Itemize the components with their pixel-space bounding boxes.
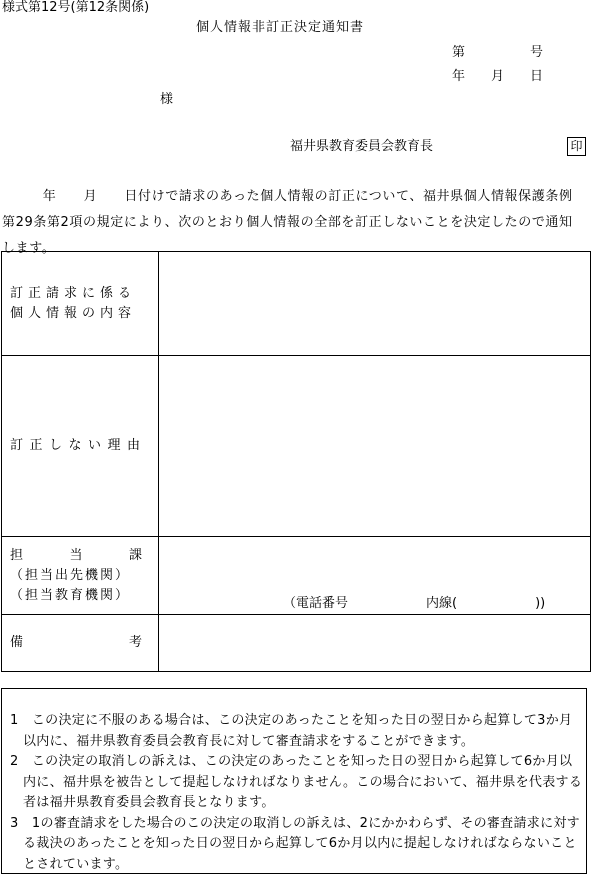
department-label-cell	[2, 537, 159, 615]
table-row	[2, 356, 591, 537]
addressee-honorific: 様	[160, 92, 174, 107]
notice-item: 1 この決定に不服のある場合は、この決定のあったことを知った日の翌日から起算して3か月以内に、福井県教育委員会教育長に対して審査請求をすることができます。	[10, 713, 573, 749]
content-label-cell	[2, 252, 159, 356]
remarks-label-char2: 考	[128, 635, 142, 650]
seal-mark: 印	[567, 137, 586, 156]
notice-box	[1, 688, 587, 874]
remarks-label-line	[10, 633, 142, 653]
department-label-line1	[10, 546, 142, 566]
document-number-line: 第 号	[452, 45, 544, 60]
phone-number-line: （電話番号 内線( ))	[283, 596, 546, 611]
document-title: 個人情報非訂正決定通知書	[196, 20, 365, 35]
notice-list	[10, 711, 584, 875]
notice-item: 2 この決定の取消しの訴えは、この決定のあったことを知った日の翌日から起算して6か月以内に、福井県を被告として提起しなければなりません。この場合において、福井県を代表する者は福井県教育委員会教育長となります。	[10, 754, 583, 810]
department-value-cell[interactable]	[159, 537, 591, 615]
reason-label-cell	[2, 356, 159, 537]
department-label-char1: 担	[10, 547, 24, 563]
remarks-value-cell[interactable]	[159, 615, 591, 672]
issuer-name: 福井県教育委員会教育長	[290, 139, 434, 154]
content-label-line1	[10, 284, 142, 304]
content-value-cell[interactable]	[159, 252, 591, 356]
notice-item: 3 1の審査請求をした場合のこの決定の取消しの訴えは、2にかかわらず、その審査請求に対する裁決のあったことを知った日の翌日から起算して6か月以内に提起しなければならないこととされています。	[10, 815, 580, 872]
remarks-label-cell	[2, 615, 159, 672]
table-row	[2, 537, 591, 615]
content-label-text1: 訂正請求に係る	[10, 285, 137, 301]
department-label-line3: （担当教育機関）	[10, 587, 131, 603]
form-number-label: 様式第12号(第12条関係)	[2, 0, 150, 15]
reason-value-cell[interactable]	[159, 356, 591, 537]
decision-table	[1, 251, 591, 672]
content-label-line2	[10, 304, 142, 324]
body-paragraph: 年 月 日付けで請求のあった個人情報の訂正について、福井県個人情報保護条例第29条第2項の規定により、次のとおり個人情報の全部を訂正しないことを決定したので通知します。	[2, 189, 573, 256]
table-row	[2, 252, 591, 356]
table-row	[2, 615, 591, 672]
department-label-char3: 課	[128, 547, 142, 563]
remarks-label-char1: 備	[10, 635, 24, 650]
content-label-text2: 個人情報の内容	[10, 305, 137, 321]
reason-label-text: 訂正しない理由	[10, 438, 147, 453]
document-date-line: 年 月 日	[452, 69, 544, 84]
department-label-char2: 当	[69, 547, 83, 563]
department-label-line2: （担当出先機関）	[10, 567, 131, 583]
